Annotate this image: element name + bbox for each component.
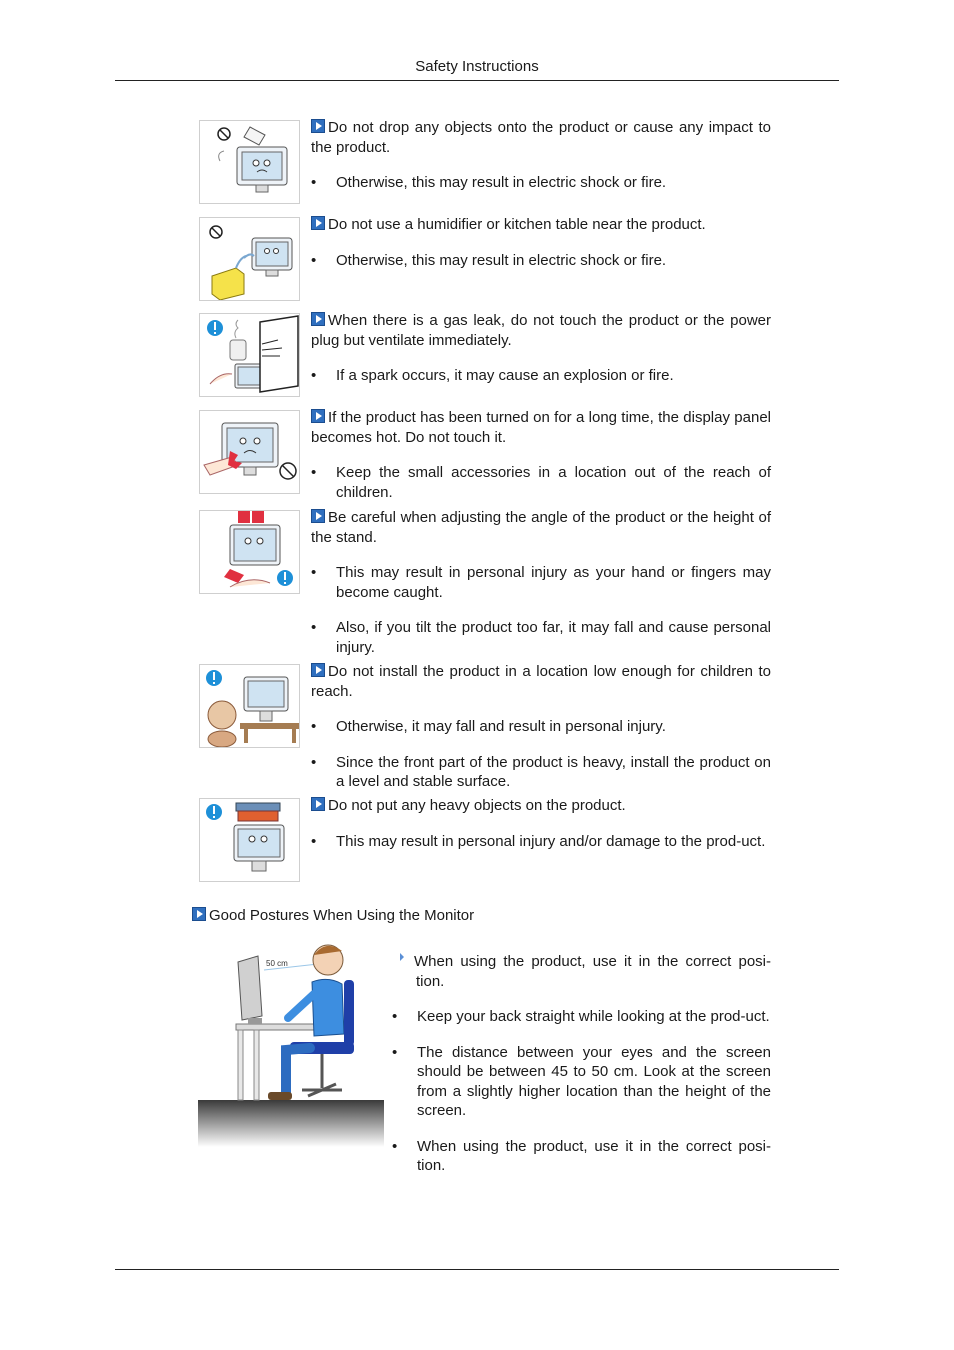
bullet-dot: •: [311, 464, 317, 481]
warning-icon: [206, 804, 222, 820]
header-divider: [115, 80, 839, 81]
bullet-item: [392, 1007, 771, 1027]
illustration-good-posture: [198, 940, 384, 1147]
small-arrow-icon: [400, 953, 404, 961]
item-lead: [311, 796, 771, 816]
bullet-dot: •: [311, 718, 317, 735]
bullet-item: [311, 717, 771, 737]
item-text: [311, 508, 771, 657]
illustration-gas-leak: [199, 313, 300, 397]
item-lead: [311, 215, 771, 235]
item-text: [311, 118, 771, 193]
illustration-child-reach: [199, 664, 300, 748]
bullet-dot: •: [311, 367, 317, 384]
bullet-text: Also, if you tilt the product too far, it may fall and cause personal injury.: [336, 619, 771, 656]
illustration-humidifier: [199, 217, 300, 301]
bullet-dot: •: [311, 251, 317, 269]
item-lead: [311, 508, 771, 547]
bullet-text: Otherwise, this may result in electric shock or fire.: [336, 251, 667, 269]
illustration-hot-display: [199, 410, 300, 494]
posture-lead: [392, 952, 771, 991]
bullet-item: [311, 563, 771, 602]
item-lead: [311, 408, 771, 447]
bullet-text: When using the product, use it in the correct posi-tion.: [417, 1137, 771, 1174]
bullet-item: [392, 1043, 771, 1121]
item-lead-text: Do not install the product in a location low enough for children to reach.: [311, 663, 771, 700]
section-title-text: Good Postures When Using the Monitor: [209, 907, 475, 924]
prohibited-icon: [280, 463, 296, 479]
item-text: [311, 796, 771, 851]
arrow-bullet-icon: [311, 312, 325, 326]
bullet-item: [311, 463, 771, 502]
bullet-dot: •: [311, 564, 317, 581]
item-text: [311, 311, 771, 386]
bullet-item: [311, 173, 771, 193]
illustration-adjust-angle: [199, 510, 300, 594]
warning-icon: [206, 670, 222, 686]
bullet-dot: •: [311, 832, 317, 850]
footer-divider: [115, 1269, 839, 1270]
item-lead-text: Do not put any heavy objects on the product.: [328, 797, 626, 814]
bullet-text: This may result in personal injury and/or damage to the prod-uct.: [336, 832, 766, 850]
bullet-dot: •: [311, 174, 317, 191]
bullet-text: Since the front part of the product is heavy, install the product on a level and stable surface.: [336, 753, 771, 790]
bullet-dot: •: [311, 753, 317, 771]
bullet-text: This may result in personal injury as your hand or fingers may become caught.: [336, 564, 771, 601]
item-lead: [311, 662, 771, 701]
prohibited-icon: [218, 128, 230, 140]
section-title: [192, 906, 474, 926]
bullet-item: [311, 832, 771, 852]
warning-icon: [277, 570, 293, 586]
bullet-item: [392, 1137, 771, 1176]
bullet-item: [311, 251, 771, 271]
bullet-dot: •: [392, 1008, 398, 1025]
arrow-bullet-icon: [311, 216, 325, 230]
arrow-bullet-icon: [311, 409, 325, 423]
warning-icon: [207, 320, 223, 336]
bullet-text: Keep the small accessories in a location out of the reach of children.: [336, 464, 771, 501]
item-text: [311, 662, 771, 792]
bullet-item: [311, 753, 771, 792]
bullet-item: [311, 366, 771, 386]
bullet-dot: •: [311, 619, 317, 636]
bullet-text: If a spark occurs, it may cause an explosion or fire.: [336, 367, 674, 384]
item-lead-text: Do not use a humidifier or kitchen table near the product.: [328, 216, 706, 233]
page-header-title: Safety Instructions: [415, 58, 539, 75]
distance-label: 50 cm: [266, 959, 288, 968]
arrow-bullet-icon: [311, 119, 325, 133]
arrow-bullet-icon: [311, 663, 325, 677]
item-lead: [311, 311, 771, 350]
arrow-bullet-icon: [192, 907, 206, 921]
item-text: [311, 215, 771, 270]
arrow-bullet-icon: [311, 797, 325, 811]
posture-text: [392, 952, 771, 1176]
arrow-bullet-icon: [311, 509, 325, 523]
bullet-item: [311, 618, 771, 657]
bullet-text: The distance between your eyes and the screen should be between 45 to 50 cm. Look at the screen from a slightly higher location than the height of the screen.: [417, 1043, 771, 1119]
bullet-text: Keep your back straight while looking at the prod-uct.: [417, 1008, 770, 1025]
posture-lead-text: When using the product, use it in the correct posi-tion.: [414, 953, 771, 990]
illustration-heavy-objects: [199, 798, 300, 882]
item-lead-text: If the product has been turned on for a long time, the display panel becomes hot. Do not touch it.: [311, 409, 771, 446]
item-lead: [311, 118, 771, 157]
prohibited-icon: [210, 226, 222, 238]
bullet-text: Otherwise, this may result in electric shock or fire.: [336, 174, 667, 191]
bullet-dot: •: [392, 1043, 398, 1061]
item-lead-text: Do not drop any objects onto the product or cause any impact to the product.: [311, 119, 771, 156]
illustration-drop-objects: [199, 120, 300, 204]
item-text: [311, 408, 771, 502]
item-lead-text: Be careful when adjusting the angle of the product or the height of the stand.: [311, 509, 771, 546]
bullet-dot: •: [392, 1137, 398, 1155]
item-lead-text: When there is a gas leak, do not touch the product or the power plug but ventilate immediately.: [311, 312, 771, 349]
bullet-text: Otherwise, it may fall and result in personal injury.: [336, 718, 666, 735]
